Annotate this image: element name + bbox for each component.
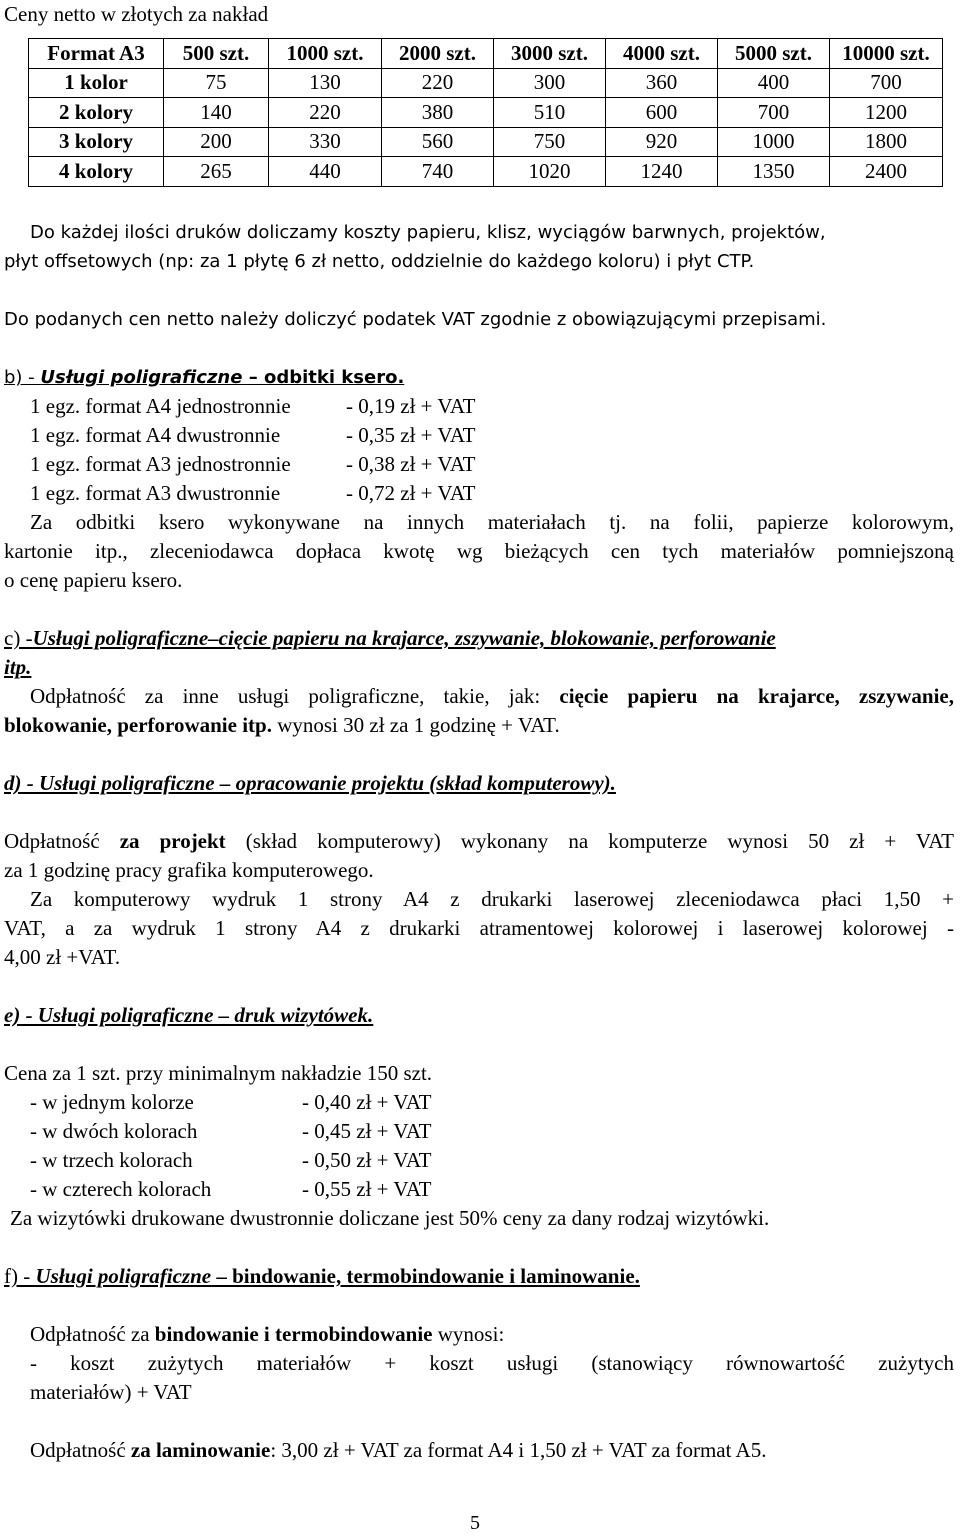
section-f-prefix: f) - — [4, 1264, 36, 1288]
section-c-title — [4, 626, 776, 651]
price-table — [28, 38, 943, 187]
table-row — [29, 68, 943, 98]
table-cell: 1000 — [718, 127, 830, 157]
section-f-p1 — [30, 1322, 504, 1347]
table-cell: 265 — [164, 157, 269, 187]
list-item-price: - 0,19 zł + VAT — [346, 394, 476, 418]
section-b-prefix: b) - — [4, 367, 41, 388]
table-cell: 560 — [382, 127, 494, 157]
section-b-note-line2: kartonie itp., zleceniodawca dopłaca kwotę wg bieżących cen tych materiałów pomniejszoną — [4, 539, 954, 563]
table-header-cell: 4000 szt. — [606, 39, 718, 69]
section-d-p1-line2: za 1 godzinę pracy grafika komputerowego. — [4, 858, 374, 882]
section-d-p2-line2: VAT, a za wydruk 1 strony A4 z drukarki atramentowej kolorowej i laserowej kolorowej - — [4, 916, 954, 940]
page-number: 5 — [470, 1512, 480, 1534]
table-cell: 1020 — [494, 157, 606, 187]
section-c-body-bold1: cięcie papieru na krajarce, zszywanie, — [559, 684, 954, 708]
section-b-title — [4, 367, 404, 388]
list-item: 1 egz. format A4 dwustronnie — [30, 423, 281, 447]
table-row — [29, 98, 943, 128]
table-header-cell: 1000 szt. — [269, 39, 382, 69]
table-cell: 600 — [606, 98, 718, 128]
section-e-note: Za wizytówki drukowane dwustronnie doliczane jest 50% ceny za dany rodzaj wizytówki. — [10, 1206, 770, 1230]
section-d-p1-post: (skład komputerowy) wykonany na komputerze wynosi 50 zł + VAT — [225, 829, 954, 853]
section-d-title: d) - Usługi poligraficzne – opracowanie projektu (skład komputerowy). — [4, 771, 616, 795]
list-item-price: - 0,72 zł + VAT — [346, 481, 476, 505]
table-header-cell: 3000 szt. — [494, 39, 606, 69]
section-b-title-italic: Usługi poligraficzne — [40, 367, 243, 388]
section-c-body-pre: Odpłatność za inne usługi poligraficzne, takie, jak: — [30, 684, 560, 708]
table-cell: 440 — [269, 157, 382, 187]
list-item-price: - 0,35 zł + VAT — [346, 423, 476, 447]
table-row — [29, 127, 943, 157]
section-d-p1-line1 — [4, 829, 954, 854]
table-cell: 1350 — [718, 157, 830, 187]
table-header-cell: Format A3 — [29, 39, 164, 69]
table-cell: 700 — [718, 98, 830, 128]
section-b-note-line3: o cenę papieru ksero. — [4, 568, 183, 592]
section-c-prefix: c) - — [4, 626, 33, 650]
section-f-p1-pre: Odpłatność za — [30, 1322, 155, 1346]
table-cell: 510 — [494, 98, 606, 128]
section-e-intro: Cena za 1 szt. przy minimalnym nakładzie 150 szt. — [4, 1061, 433, 1085]
list-item-price: - 0,38 zł + VAT — [346, 452, 476, 476]
table-cell: 1 kolor — [29, 68, 164, 98]
table-header-cell: 500 szt. — [164, 39, 269, 69]
table-cell: 380 — [382, 98, 494, 128]
section-f-p3 — [30, 1438, 766, 1463]
table-cell: 200 — [164, 127, 269, 157]
list-item: 1 egz. format A3 jednostronnie — [30, 452, 291, 476]
table-cell: 1800 — [830, 127, 943, 157]
table-header-cell: 2000 szt. — [382, 39, 494, 69]
costs-note-line2: płyt offsetowych (np: za 1 płytę 6 zł netto, oddzielnie do każdego koloru) i płyt CTP. — [4, 251, 755, 272]
list-item-price: - 0,50 zł + VAT — [302, 1148, 432, 1172]
list-item-price: - 0,40 zł + VAT — [302, 1090, 432, 1114]
table-cell: 740 — [382, 157, 494, 187]
section-c-body-line1 — [30, 684, 954, 709]
table-row — [29, 157, 943, 187]
table-cell: 140 — [164, 98, 269, 128]
section-f-p1-post: wynosi: — [432, 1322, 505, 1346]
section-d-p2-line3: 4,00 zł +VAT. — [4, 945, 121, 969]
table-cell: 3 kolory — [29, 127, 164, 157]
list-item: 1 egz. format A3 dwustronnie — [30, 481, 281, 505]
list-item: - w trzech kolorach — [30, 1148, 193, 1172]
section-c-body-bold2: blokowanie, perforowanie itp. — [4, 713, 272, 737]
section-f-p1-bold: bindowanie i termobindowanie — [154, 1322, 433, 1346]
table-cell: 330 — [269, 127, 382, 157]
table-cell: 130 — [269, 68, 382, 98]
table-cell: 750 — [494, 127, 606, 157]
section-d-p2-line1: Za komputerowy wydruk 1 strony A4 z drukarki laserowej zleceniodawca płaci 1,50 + — [30, 887, 954, 911]
section-f-p2-line1: - koszt zużytych materiałów + koszt usługi (stanowiący równowartość zużytych — [30, 1351, 954, 1375]
table-cell: 4 kolory — [29, 157, 164, 187]
section-d-p1-bold: za projekt — [119, 829, 226, 853]
table-cell: 400 — [718, 68, 830, 98]
table-cell: 920 — [606, 127, 718, 157]
list-item: - w jednym kolorze — [30, 1090, 194, 1114]
list-item: - w czterech kolorach — [30, 1177, 212, 1201]
table-cell: 220 — [269, 98, 382, 128]
table-header-cell: 10000 szt. — [830, 39, 943, 69]
section-f-p3-pre: Odpłatność — [30, 1438, 131, 1462]
costs-note-line1: Do każdej ilości druków doliczamy koszty papieru, klisz, wyciągów barwnych, projektów, — [30, 222, 826, 243]
table-cell: 2400 — [830, 157, 943, 187]
section-f-title — [4, 1264, 640, 1289]
table-cell: 220 — [382, 68, 494, 98]
section-c-body-post: wynosi 30 zł za 1 godzinę + VAT. — [271, 713, 560, 737]
section-c-title-line1: Usługi poligraficzne–cięcie papieru na krajarce, zszywanie, blokowanie, perforowanie — [32, 626, 776, 650]
section-b-note-line1: Za odbitki ksero wykonywane na innych materiałach tj. na folii, papierze kolorowym, — [30, 510, 954, 534]
section-b-title-rest: – odbitki ksero. — [242, 367, 405, 388]
table-cell: 300 — [494, 68, 606, 98]
table-cell: 700 — [830, 68, 943, 98]
page-heading: Ceny netto w złotych za nakład — [4, 2, 269, 26]
section-f-title-rest: – bindowanie, termobindowanie i laminowanie. — [211, 1264, 640, 1288]
section-f-title-italic: Usługi poligraficzne — [35, 1264, 212, 1288]
table-cell: 1200 — [830, 98, 943, 128]
section-f-p2-line2: materiałów) + VAT — [30, 1380, 192, 1404]
list-item-price: - 0,45 zł + VAT — [302, 1119, 432, 1143]
section-f-p3-bold: za laminowanie — [130, 1438, 271, 1462]
table-header-cell: 5000 szt. — [718, 39, 830, 69]
section-f-p3-post: : 3,00 zł + VAT za format A4 i 1,50 zł + VAT za format A5. — [270, 1438, 767, 1462]
table-cell: 75 — [164, 68, 269, 98]
table-cell: 360 — [606, 68, 718, 98]
table-cell: 1240 — [606, 157, 718, 187]
list-item: - w dwóch kolorach — [30, 1119, 198, 1143]
section-e-title: e) - Usługi poligraficzne – druk wizytówek. — [4, 1003, 374, 1027]
section-c-title-line2: itp. — [4, 655, 32, 679]
section-d-p1-pre: Odpłatność — [4, 829, 120, 853]
section-c-body-line2 — [4, 713, 560, 738]
list-item-price: - 0,55 zł + VAT — [302, 1177, 432, 1201]
table-header-row — [29, 39, 943, 69]
vat-note: Do podanych cen netto należy doliczyć podatek VAT zgodnie z obowiązującymi przepisami. — [4, 309, 827, 330]
list-item: 1 egz. format A4 jednostronnie — [30, 394, 291, 418]
table-cell: 2 kolory — [29, 98, 164, 128]
